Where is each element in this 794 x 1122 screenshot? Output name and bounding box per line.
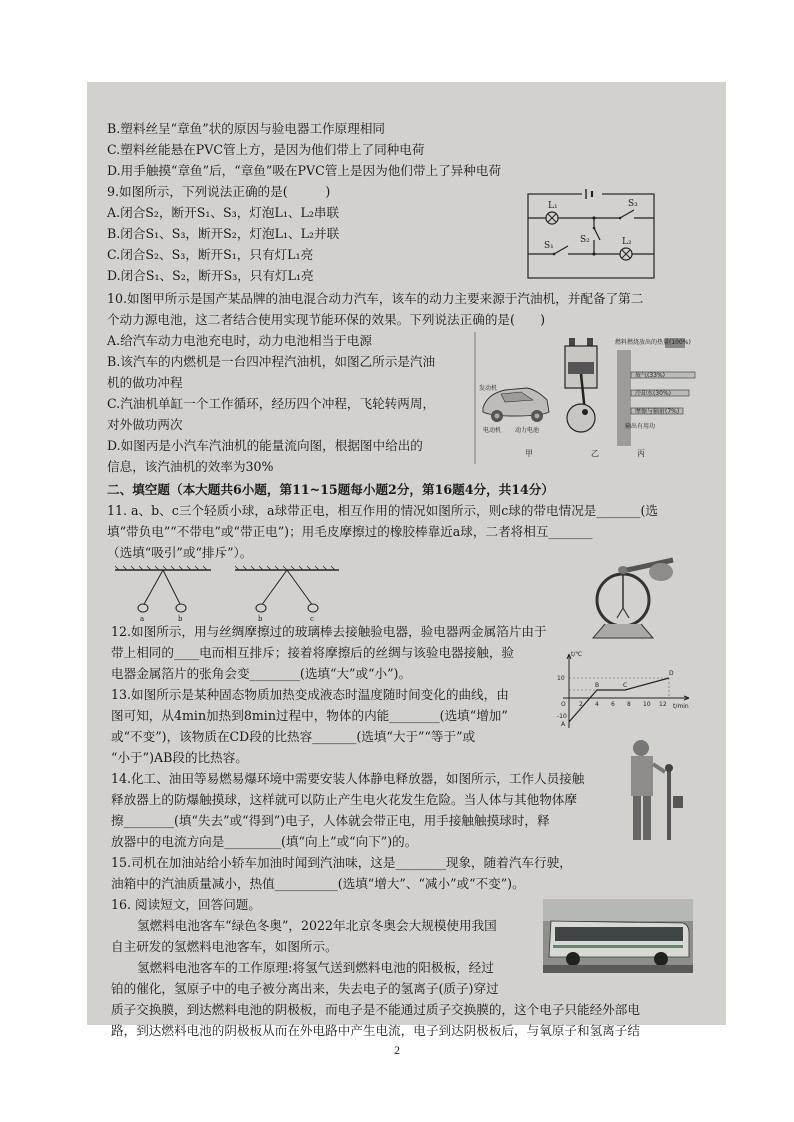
- ball-b-right: [256, 604, 266, 612]
- q11-line2: 填“带负电”“不带电”或“带正电”)；用毛皮摩擦过的橡胶棒靠近a球，二者将相互_______: [107, 524, 593, 539]
- x-tick-8: 8: [627, 701, 631, 708]
- caption-jia: 甲: [525, 449, 533, 458]
- ball-b-left: [176, 604, 186, 612]
- car-engine-figure: [475, 332, 703, 464]
- y-axis-unit: t/℃: [571, 651, 583, 658]
- label-s3: S₃: [628, 199, 638, 209]
- energy-title: 燃料燃烧放出的热量(100%): [615, 339, 691, 346]
- origin-label: O: [561, 701, 566, 708]
- q14-line1: 14.化工、油田等易燃易爆环境中需要安装人体静电释放器，如图所示，工作人员接触: [111, 771, 585, 786]
- energy-item-friction: 摩擦与辐射(7%): [635, 408, 680, 415]
- q10-option-b: B.该汽车的内燃机是一台四冲程汽油机，如图乙所示是汽油: [107, 354, 436, 369]
- caption-yi: 乙: [591, 449, 599, 458]
- ball-a: [138, 604, 148, 612]
- q10-stem-line2: 个动力源电池，这二者结合使用实现节能环保的效果。下列说法正确的是( ): [107, 312, 546, 327]
- switch-s1-icon: [553, 246, 568, 257]
- worker-icon: [631, 740, 665, 840]
- x-tick-4: 4: [595, 701, 599, 708]
- q16-para2-line2: 铂的催化，氢原子中的电子被分离出来，失去电子的氢离子(质子)穿过: [111, 981, 499, 996]
- point-a-label: A: [561, 721, 566, 728]
- caption-bing: 丙: [637, 449, 645, 458]
- q9-option-d: D.闭合S₁、S₂，断开S₃，只有灯L₁亮: [107, 268, 314, 283]
- ball-label-a: a: [140, 615, 145, 623]
- q16-stem: 16. 阅读短文，回答问题。: [111, 897, 261, 912]
- label-l1: L₁: [548, 201, 558, 211]
- label-motor: 电动机: [483, 427, 502, 434]
- label-l2: L₂: [622, 237, 632, 247]
- temperature-curve: [569, 678, 669, 722]
- q15-line2: 油箱中的汽油质量减小，热值__________(选填“增大”、“减小”或“不变”)。: [111, 876, 525, 891]
- point-d-label: D: [669, 670, 674, 677]
- x-axis-unit: t/min: [673, 703, 689, 710]
- q16-para1-line2: 自主研发的氢燃料电池客车，如图所示。: [111, 939, 338, 954]
- label-s1: S₁: [544, 241, 554, 251]
- q9-stem: 9.如图所示，下列说法正确的是( ): [107, 184, 331, 199]
- q16-para2-line3: 质子交换膜，到达燃料电池的阴极板，而电子是不能通过质子交换膜的，这个电子只能经外部电: [111, 1002, 640, 1017]
- energy-item-coolant: 冷却水(30%): [635, 390, 672, 397]
- switch-s3-icon: [619, 210, 634, 221]
- q9-option-b: B.闭合S₁、S₃，断开S₂，灯泡L₁、L₂并联: [107, 226, 340, 241]
- q16-para2-line4: 路，到达燃料电池的阴极板从而在外电路中产生电流，电子到达阴极板后，与氧原子和氢离子结: [111, 1023, 640, 1038]
- q10-option-b-cont: 机的做功冲程: [107, 375, 183, 390]
- ball-c: [308, 604, 318, 612]
- q10-option-c: C.汽油机单缸一个工作循环，经历四个冲程，飞轮转两周，: [107, 396, 436, 411]
- q8-option-b: B.塑料丝呈“章鱼”状的原因与验电器工作原理相同: [107, 121, 386, 136]
- x-tick-12: 12: [659, 701, 667, 708]
- q14-line4: 放器中的电流方向是_________(填“向上”或“向下”)的。: [111, 834, 418, 849]
- x-tick-6: 6: [611, 701, 615, 708]
- energy-item-exhaust: 废气(33%): [635, 372, 666, 379]
- q10-option-c-cont: 对外做功两次: [107, 417, 183, 432]
- q10-stem-line1: 10.如图甲所示是国产某品牌的油电混合动力汽车，该车的动力主要来源于汽油机，并配备了第二: [107, 291, 644, 306]
- hydrogen-bus-photo: [543, 899, 693, 973]
- q9-option-c: C.闭合S₂、S₃，断开S₁，只有灯L₁亮: [107, 247, 314, 262]
- hanging-balls-figure: [113, 564, 341, 622]
- lamp-l1-icon: [546, 212, 558, 224]
- q12-line2: 带上相同的____电而相互排斥；接着将摩擦后的丝绸与该验电器接触，验: [111, 645, 514, 660]
- label-s2: S₂: [580, 235, 590, 245]
- q11-line3: （选填“吸引”或“排斥”）。: [107, 545, 253, 560]
- lamp-l2-icon: [620, 248, 632, 260]
- q8-option-c: C.塑料丝能悬在PVC管上方，是因为他们带上了同种电荷: [107, 142, 425, 157]
- ball-label-c: c: [310, 615, 314, 623]
- y-tick-10: 10: [557, 675, 565, 682]
- temperature-time-graph: [557, 648, 697, 738]
- q10-option-d-cont: 信息，该汽油机的效率为30%: [107, 459, 274, 474]
- q13-line3: 或“不变”)，该物质在CD段的比热容_______(选填“大于”“等于”或: [111, 729, 476, 744]
- x-tick-10: 10: [643, 701, 651, 708]
- y-tick-minus-10: -10: [557, 713, 567, 720]
- scanned-page: [87, 82, 726, 1038]
- q9-option-a: A.闭合S₂，断开S₁、S₃，灯泡L₁、L₂串联: [107, 205, 340, 220]
- label-engine: 发动机: [479, 385, 498, 392]
- static-discharger-figure: [623, 736, 689, 846]
- q13-line4: “小于”)AB段的比热容。: [111, 750, 248, 765]
- energy-useful-work: 输出有用功: [625, 423, 656, 430]
- point-c-label: C: [623, 682, 628, 689]
- circuit-diagram: [524, 190, 664, 282]
- engine-cylinder-icon: [565, 338, 597, 432]
- page-number: 2: [394, 1043, 400, 1057]
- q8-option-d: D.用手触摸“章鱼”后，“章鱼”吸在PVC管上是因为他们带上了异种电荷: [107, 163, 502, 178]
- q12-line3: 电器金属箔片的张角会变________(选填“大”或“小”)。: [111, 666, 412, 681]
- q14-line3: 擦________(填“失去”或“得到”)电子，人体就会带正电，用手接触触摸球时，释: [111, 813, 550, 828]
- ball-label-b1: b: [178, 615, 183, 623]
- hand-icon: [649, 563, 673, 581]
- point-b-label: B: [595, 682, 600, 689]
- q13-line2: 图可知，从4min加热到8min过程中，物体的内能________(选填“增加”: [111, 708, 508, 723]
- q10-option-a: A.给汽车动力电池充电时，动力电池相当于电源: [107, 333, 372, 348]
- touch-ball-icon: [665, 764, 673, 772]
- q11-line1: 11. a、b、c三个轻质小球，a球带正电，相互作用的情况如图所示，则c球的带电情况是_______(选: [107, 503, 658, 518]
- ball-label-b2: b: [258, 615, 263, 623]
- section-2-heading: 二、填空题（本大题共6小题，第11~15题每小题2分，第16题4分，共14分）: [107, 482, 554, 497]
- q16-para1-line1: 氢燃料电池客车“绿色冬奥”，2022年北京冬奥会大规模使用我国: [137, 918, 497, 933]
- q14-line2: 释放器上的防爆触摸球，这样就可以防止产生电火花发生危险。当人体与其他物体摩: [111, 792, 577, 807]
- x-tick-2: 2: [579, 701, 583, 708]
- q13-line1: 13.如图所示是某种固态物质加热变成液态时温度随时间变化的曲线，由: [111, 687, 509, 702]
- car-icon: [483, 388, 549, 422]
- q12-line1: 12.如图所示，用与丝绸摩擦过的玻璃棒去接触验电器，验电器两金属箔片由于: [111, 624, 547, 639]
- q16-para2-line1: 氢燃料电池客车的工作原理:将氢气送到燃料电池的阳极板，经过: [137, 960, 494, 975]
- electroscope-figure: [587, 558, 687, 642]
- q15-line1: 15.司机在加油站给小轿车加油时闻到汽油味，这是________现象，随着汽车行驶，: [111, 855, 572, 870]
- label-battery: 动力电池: [515, 427, 540, 434]
- discharger-pole: [667, 770, 671, 840]
- switch-s2-icon: [591, 227, 600, 240]
- q10-option-d: D.如图丙是小汽车汽油机的能量流向图，根据图中给出的: [107, 438, 423, 453]
